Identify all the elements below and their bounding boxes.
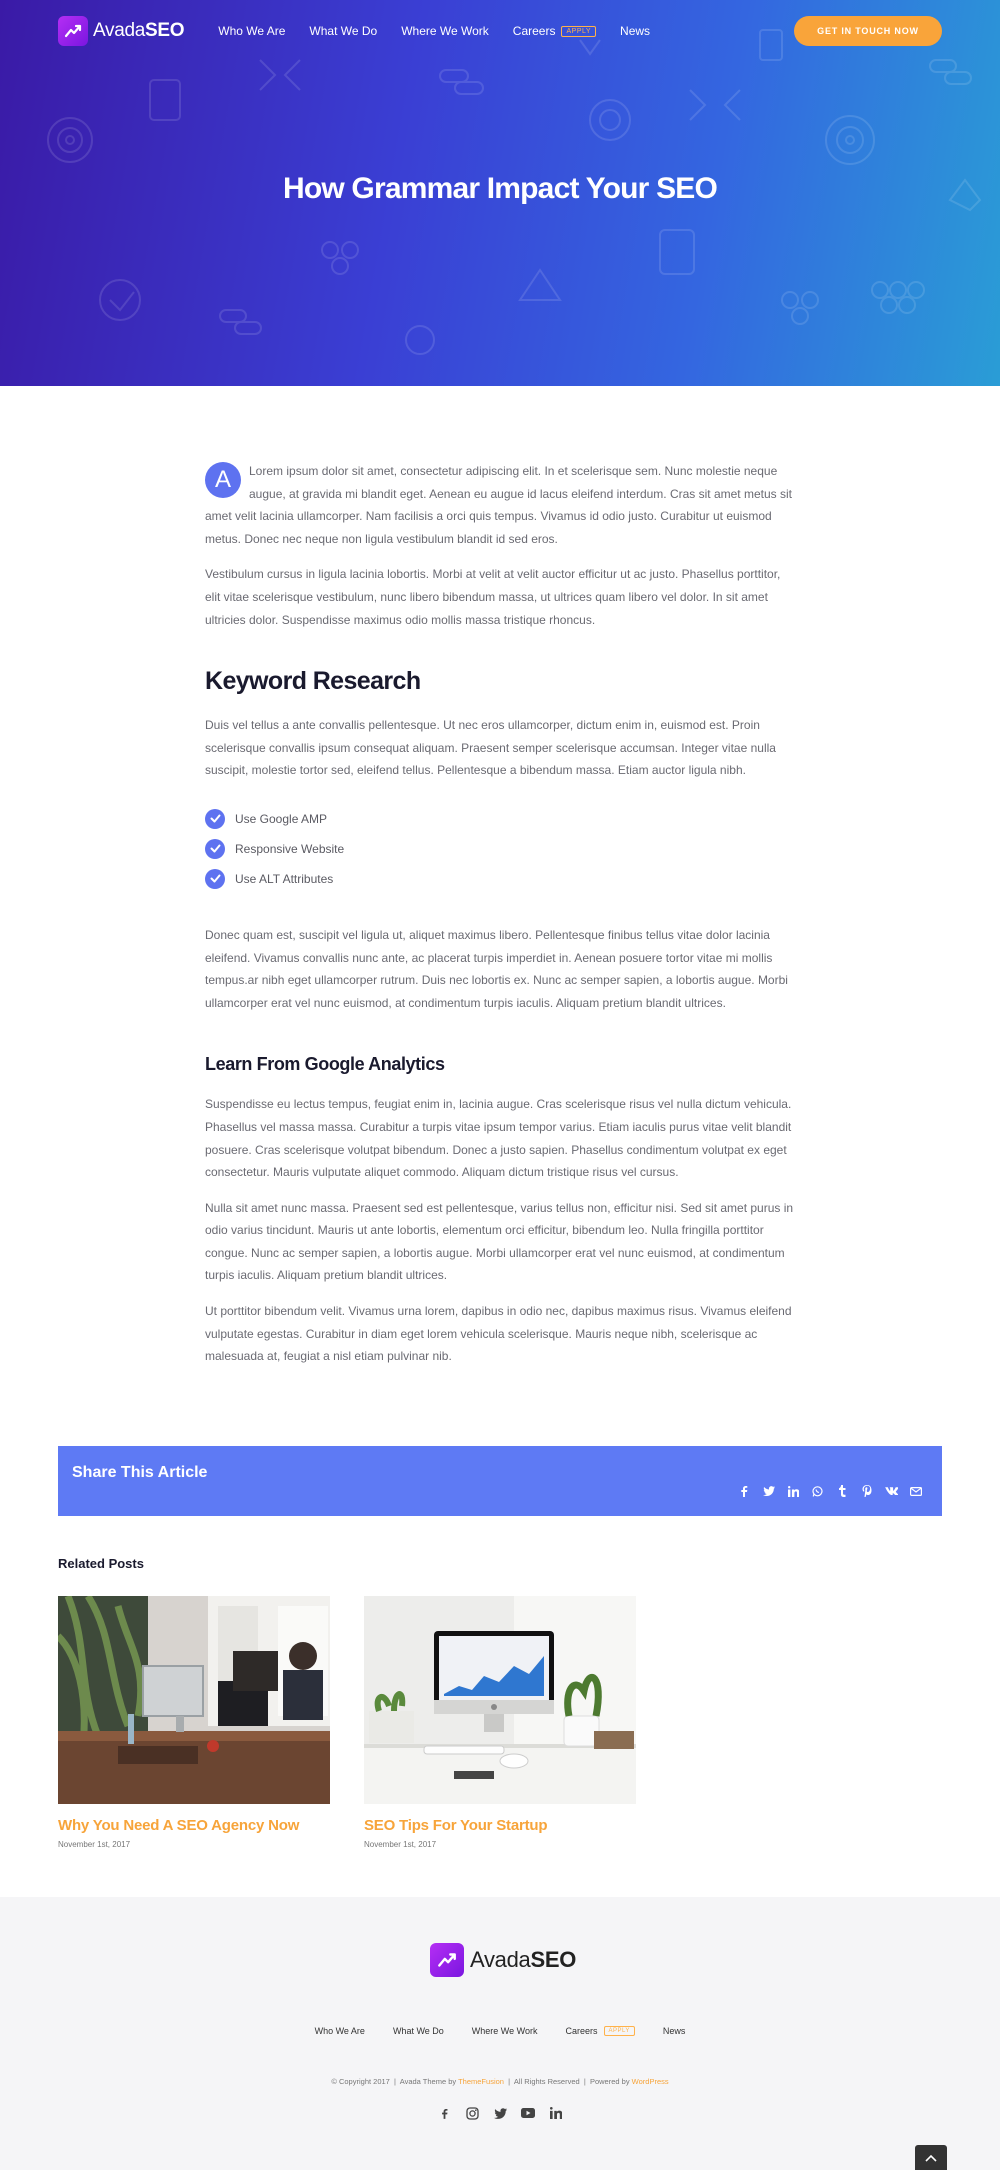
youtube-icon[interactable] [514, 2105, 542, 2121]
section-subheading: Learn From Google Analytics [205, 1054, 445, 1075]
related-posts-heading: Related Posts [58, 1556, 144, 1571]
checklist-item: Use ALT Attributes [205, 864, 795, 894]
checklist-item: Responsive Website [205, 834, 795, 864]
paragraph: Vestibulum cursus in ligula lacinia lobortis. Morbi at velit at velit auctor efficitur ut ac justo. Phasellus porttitor, elit vitae scelerisque vestibulum, nunc libero bibendum massa, ut ultrices quam libero vel dolor. In sit amet ultricies dolor. Suspendisse maximus odio mollis massa tristique rhoncus. [205, 567, 781, 627]
intro-paragraph: A Lorem ipsum dolor sit amet, consectetur adipiscing elit. In et scelerisque sem. Nunc molestie neque augue, at gravida mi blandit eget. Aenean eu augue id lacus eleifend interdum. Cras sit amet metus sit amet velit lacinia ullamcorper. Nam facilisis a orci quis tempus. Vivamus id odio justo. Curabitur ut euismod metus. Donec nec neque non ligula vestibulum blandit id sed eros. [205, 464, 792, 546]
twitter-icon[interactable] [486, 2105, 514, 2121]
checkmark-icon [205, 869, 225, 889]
related-post-date: November 1st, 2017 [364, 1840, 437, 1849]
pinterest-icon[interactable] [855, 1484, 880, 1498]
apply-badge: APPLY [604, 2026, 635, 2036]
share-icons [732, 1484, 928, 1498]
paragraph: Nulla sit amet nunc massa. Praesent sed est pellentesque, varius tellus non, efficitur nisi. Sed sit amet purus in odio varius tincidunt. Mauris ut ante lobortis, elementum orci efficitur, bibendum leo. Nulla fringilla porttitor congue. Nunc ac semper sapien, a lobortis augue. Morbi ullamcorper erat vel nunc euismod, at condimentum turpis iaculis. Aliquam pretium blandit ultrices. [205, 1200, 794, 1283]
nav-item-news[interactable]: News [620, 24, 651, 38]
nav-item-who-we-are[interactable]: Who We Are [218, 24, 286, 38]
facebook-icon[interactable] [732, 1484, 757, 1498]
nav-item-what-we-do[interactable]: What We Do [309, 24, 378, 38]
footer-item-news[interactable]: News [662, 2026, 686, 2036]
linkedin-icon[interactable] [781, 1484, 806, 1498]
paragraph: Ut porttitor bibendum velit. Vivamus urna lorem, dapibus in odio nec, dapibus maximus risus. Vivamus eleifend vulputate egestas. Curabitur in diam eget lorem vehicula scelerisque. Mauris neque nibh, scelerisque ac malesuada at, feugiat a nisl etiam pulvinar nib. [205, 1304, 792, 1364]
tumblr-icon[interactable] [830, 1484, 855, 1498]
related-post-title[interactable]: SEO Tips For Your Startup [364, 1817, 548, 1834]
footer-social-icons [0, 2105, 1000, 2121]
nav-item-where-we-work[interactable]: Where We Work [401, 24, 489, 38]
footer-menu [0, 2026, 1000, 2036]
post-thumbnail-office[interactable] [58, 1596, 330, 1804]
share-title: Share This Article [72, 1464, 208, 1481]
twitter-icon[interactable] [757, 1484, 782, 1498]
scroll-to-top-button[interactable] [915, 2145, 947, 2170]
linkedin-icon[interactable] [542, 2105, 570, 2121]
checkmark-icon [205, 809, 225, 829]
page-title: How Grammar Impact Your SEO [282, 172, 718, 205]
whatsapp-icon[interactable] [806, 1484, 831, 1498]
trend-up-icon [430, 1943, 464, 1977]
copyright-text: © Copyright 2017 | Avada Theme by ThemeFusion | All Rights Reserved | Powered by WordPress [331, 2077, 669, 2086]
main-nav [58, 14, 942, 48]
site-footer [0, 1897, 1000, 2170]
post-thumbnail-imac[interactable] [364, 1596, 636, 1804]
article-body [205, 460, 795, 1381]
email-icon[interactable] [904, 1484, 929, 1498]
checkmark-icon [205, 839, 225, 859]
footer-item-who-we-are[interactable]: Who We Are [314, 2026, 365, 2036]
logo-text: AvadaSEO [93, 20, 185, 41]
related-post-card [364, 1596, 636, 1849]
checklist-item: Use Google AMP [205, 804, 795, 834]
nav-menu [218, 24, 674, 38]
section-heading: Keyword Research [205, 667, 421, 696]
related-post-card [58, 1596, 330, 1849]
instagram-icon[interactable] [458, 2105, 486, 2121]
nav-item-careers[interactable]: Careers APPLY [513, 24, 596, 38]
related-post-date: November 1st, 2017 [58, 1840, 131, 1849]
logo-text: AvadaSEO [470, 1947, 577, 1972]
share-box [58, 1446, 942, 1516]
chevron-up-icon [925, 2154, 937, 2162]
trend-up-icon [58, 16, 88, 46]
apply-badge: APPLY [561, 26, 596, 37]
themefusion-link[interactable]: ThemeFusion [458, 2077, 504, 2086]
paragraph: Duis vel tellus a ante convallis pellentesque. Ut nec eros ullamcorper, dictum enim in, euismod est. Proin scelerisque convallis ipsum consequat aliquam. Praesent semper scelerisque accumsan. Integer vitae nulla suscipit, molestie tortor sed, eleifend tellus. Pellentesque a bibendum massa. Etiam auctor ligula nibh. [205, 718, 776, 778]
related-post-title[interactable]: Why You Need A SEO Agency Now [58, 1817, 300, 1834]
dropcap: A [205, 462, 241, 498]
footer-logo[interactable] [430, 1943, 576, 1977]
site-logo[interactable] [58, 15, 184, 47]
wordpress-link[interactable]: WordPress [631, 2077, 669, 2086]
vk-icon[interactable] [879, 1484, 904, 1498]
checklist [205, 804, 795, 894]
footer-item-where-we-work[interactable]: Where We Work [471, 2026, 538, 2036]
get-in-touch-button[interactable]: GET IN TOUCH NOW [794, 16, 942, 46]
paragraph: Donec quam est, suscipit vel ligula ut, aliquet maximus libero. Pellentesque finibus tellus vitae dolor lacinia eleifend. Vivamus convallis nunc ante, ac placerat turpis imperdiet in. Aenean posuere tortor vitae mi mollis tempus.ar nibh eget ullamcorper rutrum. Duis nec lobortis ex. Nunc ac semper sapien, a lobortis augue. Morbi ullamcorper erat vel nunc euismod, at condimentum turpis iaculis. Aliquam pretium blandit ultrices. [205, 927, 788, 1010]
facebook-icon[interactable] [430, 2105, 458, 2121]
hero-banner [0, 0, 1000, 386]
footer-item-careers[interactable]: Careers APPLY [565, 2026, 634, 2036]
footer-item-what-we-do[interactable]: What We Do [392, 2026, 444, 2036]
paragraph: Suspendisse eu lectus tempus, feugiat enim in, lacinia augue. Cras scelerisque risus vel nulla dictum vehicula. Phasellus vel massa massa. Curabitur a turpis vitae ipsum tempor varius. Etiam iaculis purus vitae velit blandit posuere. Cras scelerisque volutpat bibendum. Donec a justo sapien. Phasellus condimentum volutpat ex eget consectetur. Mauris vulputate aliquet commodo. Aliquam dictum tristique risus vel cursus. [205, 1097, 792, 1180]
